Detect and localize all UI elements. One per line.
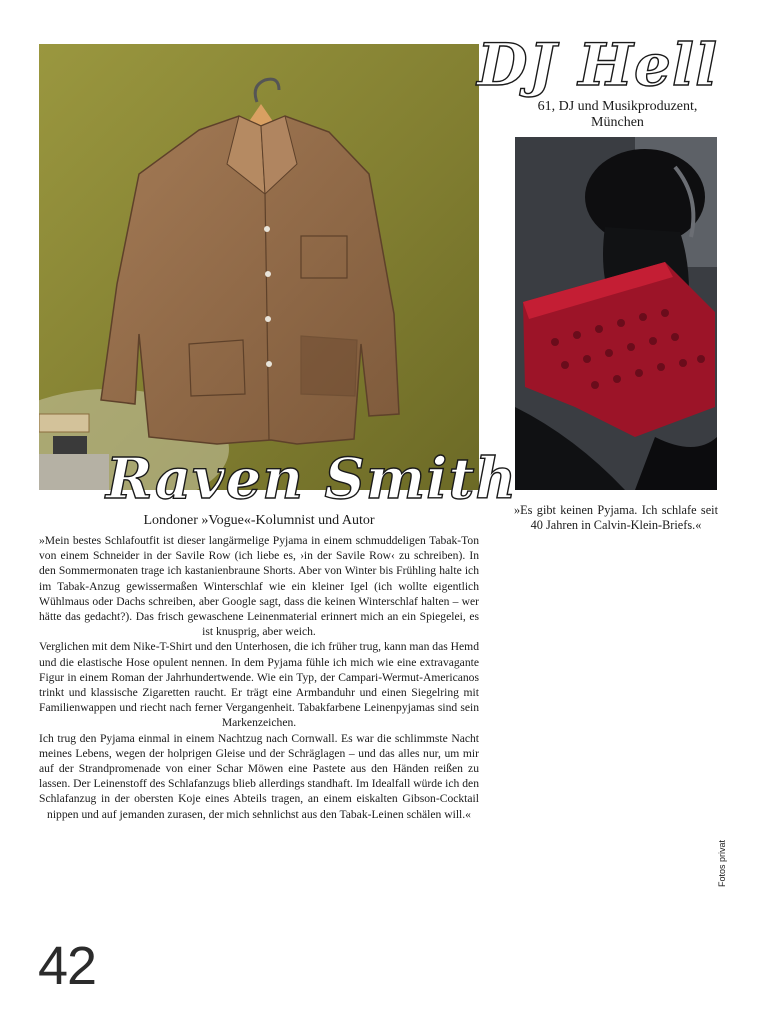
- subtitle-dj-hell: [505, 99, 730, 131]
- subtitle-dj-hell-line2: München: [591, 115, 644, 130]
- article-body-raven-smith: [39, 533, 479, 822]
- mannequin-illustration: [515, 137, 717, 490]
- subtitle-dj-hell-line1: 61, DJ und Musikproduzent,: [537, 99, 698, 114]
- body-paragraph: »Mein bestes Schlafoutfit ist dieser langärmelige Pyjama in einem schmuddeligen Tabak-Ton von einem Schneider in der Savile Row (ich liebe es, ›in der Savile Row‹ zu schreiben). In den Sommermonaten trage ich kastanienbraune Shorts. Aber von Winter bis Frühling halte ich im Tabak-Anzug gewissermaßen Winterschlaf wie ein kleiner Igel (ich wollte eigentlich Wühlmaus oder Dachs schreiben, aber Google sagt, dass die keinen Winterschlaf halten – wer hätte das gedacht?). Das frisch gewaschene Leinenmaterial erinnert mich an ein Spiegelei, es ist knusprig, aber weich.: [39, 534, 479, 639]
- body-paragraph: Ich trug den Pyjama einmal in einem Nachtzug nach Cornwall. Es war die schlimmste Nacht meines Lebens, wegen der holprigen Gleise und der Schräglagen – und das alles nur, um mir auf der Strandpromenade von einer Schar Möwen eine Pastete aus den Händen reißen zu lassen. Der Leinenstoff des Schlafanzugs blieb allerdings standhaft. Im Idealfall würde ich den Schlafanzug in der obersten Koje eines Abteils tragen, an einem eiskalten Gibson-Cocktail nippen und auf jemanden zurasen, der mich sehnlichst aus den Tabak-Leinen schälen will.«: [39, 731, 479, 821]
- pyjama-shirt-illustration: [39, 44, 479, 490]
- subtitle-raven-smith: Londoner »Vogue«-Kolumnist und Autor: [143, 513, 375, 528]
- body-paragraph: Verglichen mit dem Nike-T-Shirt und den Unterhosen, die ich früher trug, kann man das Hemd und die elastische Hose opulent nennen. In dem Pyjama fühle ich mich wie eine extravagante Figur in einem Roman der Jahrhundertwende. Wie ein Typ, der Campari-Wermut-Americanos trinkt und klassische Zigaretten raucht. Er trägt eine Armbanduhr und einen Siegelring mit Familienwappen und riecht nach ferner Vergangenheit. Tabakfarbene Leinenpyjamas sind sein Markenzeichen.: [39, 640, 479, 730]
- photo-pyjama-shirt: [39, 44, 479, 490]
- photo-red-briefs-mannequin: [515, 137, 717, 490]
- title-raven-smith: Raven Smith: [106, 446, 518, 512]
- page-number: 42: [38, 936, 97, 996]
- photo-credit: Fotos privat: [717, 839, 727, 887]
- quote-dj-hell: »Es gibt keinen Pyjama. Ich schlafe seit 40 Jahren in Calvin-Klein-Briefs.«: [514, 503, 718, 532]
- title-dj-hell: DJ Hell: [477, 31, 718, 99]
